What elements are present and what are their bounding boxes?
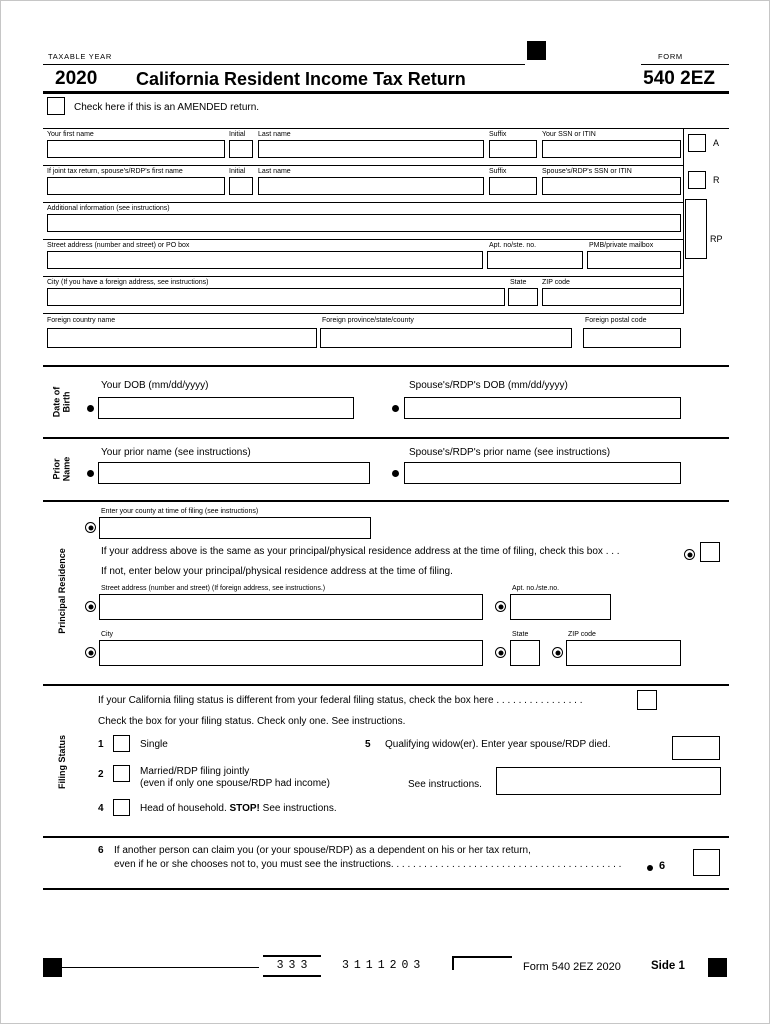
filing-status-4-pre: Head of household.: [140, 803, 230, 814]
field-marker-icon: [85, 601, 96, 612]
spouse-middle-initial-input[interactable]: [229, 177, 253, 195]
bullet-icon: [392, 405, 399, 412]
city-input[interactable]: [47, 288, 505, 306]
residence-city-label: City: [101, 631, 114, 638]
suffix-label: Suffix: [489, 131, 507, 138]
footer-form-text: Form 540 2EZ 2020: [523, 961, 621, 973]
identity-rule-right: [683, 128, 684, 314]
spouse-prior-name-input[interactable]: [404, 462, 681, 484]
foreign-province-label: Foreign province/state/county: [322, 317, 414, 324]
same-address-checkbox[interactable]: [700, 542, 720, 562]
bullet-icon: [87, 405, 94, 412]
filing-status-2-number: 2: [98, 769, 104, 780]
filing-status-5-label: Qualifying widow(er). Enter year spouse/RDP died.: [385, 739, 611, 750]
section-divider-dob: [43, 365, 729, 367]
filing-status-2-label: Married/RDP filing jointly: [140, 766, 250, 777]
county-input[interactable]: [99, 517, 371, 539]
additional-info-input[interactable]: [47, 214, 681, 232]
corner-bracket-mark: [452, 956, 512, 970]
amended-checkbox[interactable]: [47, 97, 65, 115]
spouse-ssn-input[interactable]: [542, 177, 681, 195]
city-label: City (If you have a foreign address, see instructions): [47, 279, 209, 286]
foreign-country-label: Foreign country name: [47, 317, 116, 324]
federal-status-different-text: If your California filing status is different from your federal filing status, check the box here . . . . . . . . . . . . . . . .: [98, 695, 583, 706]
residence-apt-input[interactable]: [510, 594, 611, 620]
filing-status-1-label: Single: [140, 739, 168, 750]
last-name-label: Last name: [258, 131, 291, 138]
code-rp-label: RP: [710, 234, 723, 244]
header-rule-right: [641, 64, 729, 65]
line6-text2: even if he or she chooses not to, you must see the instructions. . . . . . . . . . . . . . . . . . . . . . . . . . . . . . . . . . . . . . . . . .: [114, 859, 622, 870]
field-marker-icon: [684, 549, 695, 560]
spouse-first-name-input[interactable]: [47, 177, 225, 195]
filing-status-4-stop: STOP!: [229, 803, 260, 814]
street-address-input[interactable]: [47, 251, 483, 269]
apt-input[interactable]: [487, 251, 583, 269]
field-marker-icon: [495, 601, 506, 612]
page-title: California Resident Income Tax Return: [136, 69, 466, 89]
corner-registration-mark: [527, 41, 546, 60]
header-rule-left: [43, 64, 525, 65]
residence-street-label: Street address (number and street) (If foreign address, see instructions.): [101, 585, 326, 592]
residence-zip-input[interactable]: [566, 640, 681, 666]
residence-apt-label: Apt. no./ste.no.: [512, 585, 560, 592]
tax-year: 2020: [55, 68, 98, 89]
spouse-last-name-input[interactable]: [258, 177, 484, 195]
line6-text1: If another person can claim you (or your spouse/RDP) as a dependent on his or her tax return,: [114, 845, 531, 856]
first-name-input[interactable]: [47, 140, 225, 158]
zip-input[interactable]: [542, 288, 681, 306]
spouse-suffix-input[interactable]: [489, 177, 537, 195]
code-a-box[interactable]: [688, 134, 706, 152]
your-prior-name-input[interactable]: [98, 462, 370, 484]
initial2-label: Initial: [229, 168, 246, 175]
corner-registration-mark: [708, 958, 727, 977]
section-divider-residence: [43, 500, 729, 502]
suffix-input[interactable]: [489, 140, 537, 158]
form-number: 540 2EZ: [643, 68, 715, 89]
section-divider-filing-status: [43, 684, 729, 686]
footer-scan-line: [62, 967, 259, 968]
code-rp-box[interactable]: [685, 199, 707, 259]
line6-number: 6: [98, 845, 104, 856]
ssn-label: Your SSN or ITIN: [542, 131, 596, 138]
field-marker-icon: [552, 647, 563, 658]
last-name2-label: Last name: [258, 168, 291, 175]
apt-label: Apt. no/ste. no.: [489, 242, 537, 249]
filing-status-2-checkbox[interactable]: [113, 765, 130, 782]
identity-rule-2: [43, 165, 683, 166]
amended-label: Check here if this is an AMENDED return.: [74, 102, 260, 113]
section-label-filing-status: Filing Status: [56, 735, 67, 789]
filing-status-4-checkbox[interactable]: [113, 799, 130, 816]
filing-status-4-label: [140, 803, 337, 816]
field-marker-icon: [85, 647, 96, 658]
scanband-code-2: 3111203: [342, 959, 426, 972]
section-divider-bottom: [43, 888, 729, 890]
your-dob-label: Your DOB (mm/dd/yyyy): [101, 380, 209, 391]
identity-rule-3: [43, 202, 683, 203]
section-label-date-of-birth: Date of Birth: [51, 386, 72, 418]
bullet-icon: [392, 470, 399, 477]
section-label-prior-name: Prior Name: [51, 456, 72, 482]
state-input[interactable]: [508, 288, 538, 306]
state-label: State: [510, 279, 527, 286]
section-label-principal-residence: Principal Residence: [56, 548, 67, 634]
spouse-prior-name-label: Spouse's/RDP's prior name (see instructions): [409, 447, 611, 458]
last-name-input[interactable]: [258, 140, 484, 158]
filing-status-4-number: 4: [98, 803, 104, 814]
filing-status-1-number: 1: [98, 739, 104, 750]
residence-state-input[interactable]: [510, 640, 540, 666]
filing-status-5-number: 5: [365, 739, 371, 750]
your-prior-name-label: Your prior name (see instructions): [101, 447, 251, 458]
foreign-postal-label: Foreign postal code: [585, 317, 647, 324]
initial-label: Initial: [229, 131, 246, 138]
first-name-label: Your first name: [47, 131, 94, 138]
identity-rule-top: [43, 128, 729, 129]
filing-status-1-checkbox[interactable]: [113, 735, 130, 752]
filing-status-instruction: Check the box for your filing status. Check only one. See instructions.: [98, 716, 406, 727]
same-address-text: If your address above is the same as your principal/physical residence address at the time of filing, check this box . . .: [101, 546, 620, 557]
filing-status-5-sublabel: See instructions.: [408, 779, 482, 790]
spouse-ssn-label: Spouse's/RDP's SSN or ITIN: [542, 168, 632, 175]
corner-registration-mark: [43, 958, 62, 977]
code-a-label: A: [713, 138, 720, 148]
section-divider-prior-name: [43, 437, 729, 439]
residence-zip-label: ZIP code: [568, 631, 596, 638]
widow-year-input[interactable]: [672, 736, 720, 760]
scanband-code-1: 333: [263, 955, 321, 977]
residence-state-label: State: [512, 631, 529, 638]
street-label: Street address (number and street) or PO box: [47, 242, 190, 249]
footer-side-text: Side 1: [651, 960, 685, 972]
dependent-checkbox[interactable]: [693, 849, 720, 876]
line6-marker-number: 6: [659, 860, 666, 872]
joint-first-name-label: If joint tax return, spouse's/RDP's first name: [47, 168, 183, 175]
ssn-input[interactable]: [542, 140, 681, 158]
code-r-label: R: [713, 175, 720, 185]
field-marker-icon: [85, 522, 96, 533]
code-r-box[interactable]: [688, 171, 706, 189]
identity-rule-4: [43, 239, 683, 240]
middle-initial-input[interactable]: [229, 140, 253, 158]
form-label: FORM: [658, 52, 683, 61]
taxable-year-label: TAXABLE YEAR: [48, 52, 112, 61]
widow-see-instructions-input[interactable]: [496, 767, 721, 795]
zip-label: ZIP code: [542, 279, 570, 286]
bullet-icon: [87, 470, 94, 477]
your-dob-input[interactable]: [98, 397, 354, 419]
spouse-dob-label: Spouse's/RDP's DOB (mm/dd/yyyy): [409, 380, 568, 391]
bullet-icon: [647, 865, 653, 871]
title-divider: [43, 91, 729, 94]
pmb-input[interactable]: [587, 251, 681, 269]
if-not-text: If not, enter below your principal/physical residence address at the time of filing.: [101, 566, 453, 577]
foreign-province-input[interactable]: [320, 328, 572, 348]
identity-rule-5: [43, 276, 683, 277]
filing-status-4-post: See instructions.: [259, 803, 337, 814]
federal-status-different-checkbox[interactable]: [637, 690, 657, 710]
field-marker-icon: [495, 647, 506, 658]
identity-rule-6: [43, 313, 683, 314]
suffix2-label: Suffix: [489, 168, 507, 175]
pmb-label: PMB/private mailbox: [589, 242, 654, 249]
additional-info-label: Additional information (see instructions): [47, 205, 170, 212]
foreign-country-input[interactable]: [47, 328, 317, 348]
residence-street-input[interactable]: [99, 594, 483, 620]
county-label: Enter your county at time of filing (see instructions): [101, 508, 259, 515]
section-divider-line6: [43, 836, 729, 838]
foreign-postal-input[interactable]: [583, 328, 681, 348]
residence-city-input[interactable]: [99, 640, 483, 666]
spouse-dob-input[interactable]: [404, 397, 681, 419]
filing-status-2-sublabel: (even if only one spouse/RDP had income): [140, 778, 330, 789]
